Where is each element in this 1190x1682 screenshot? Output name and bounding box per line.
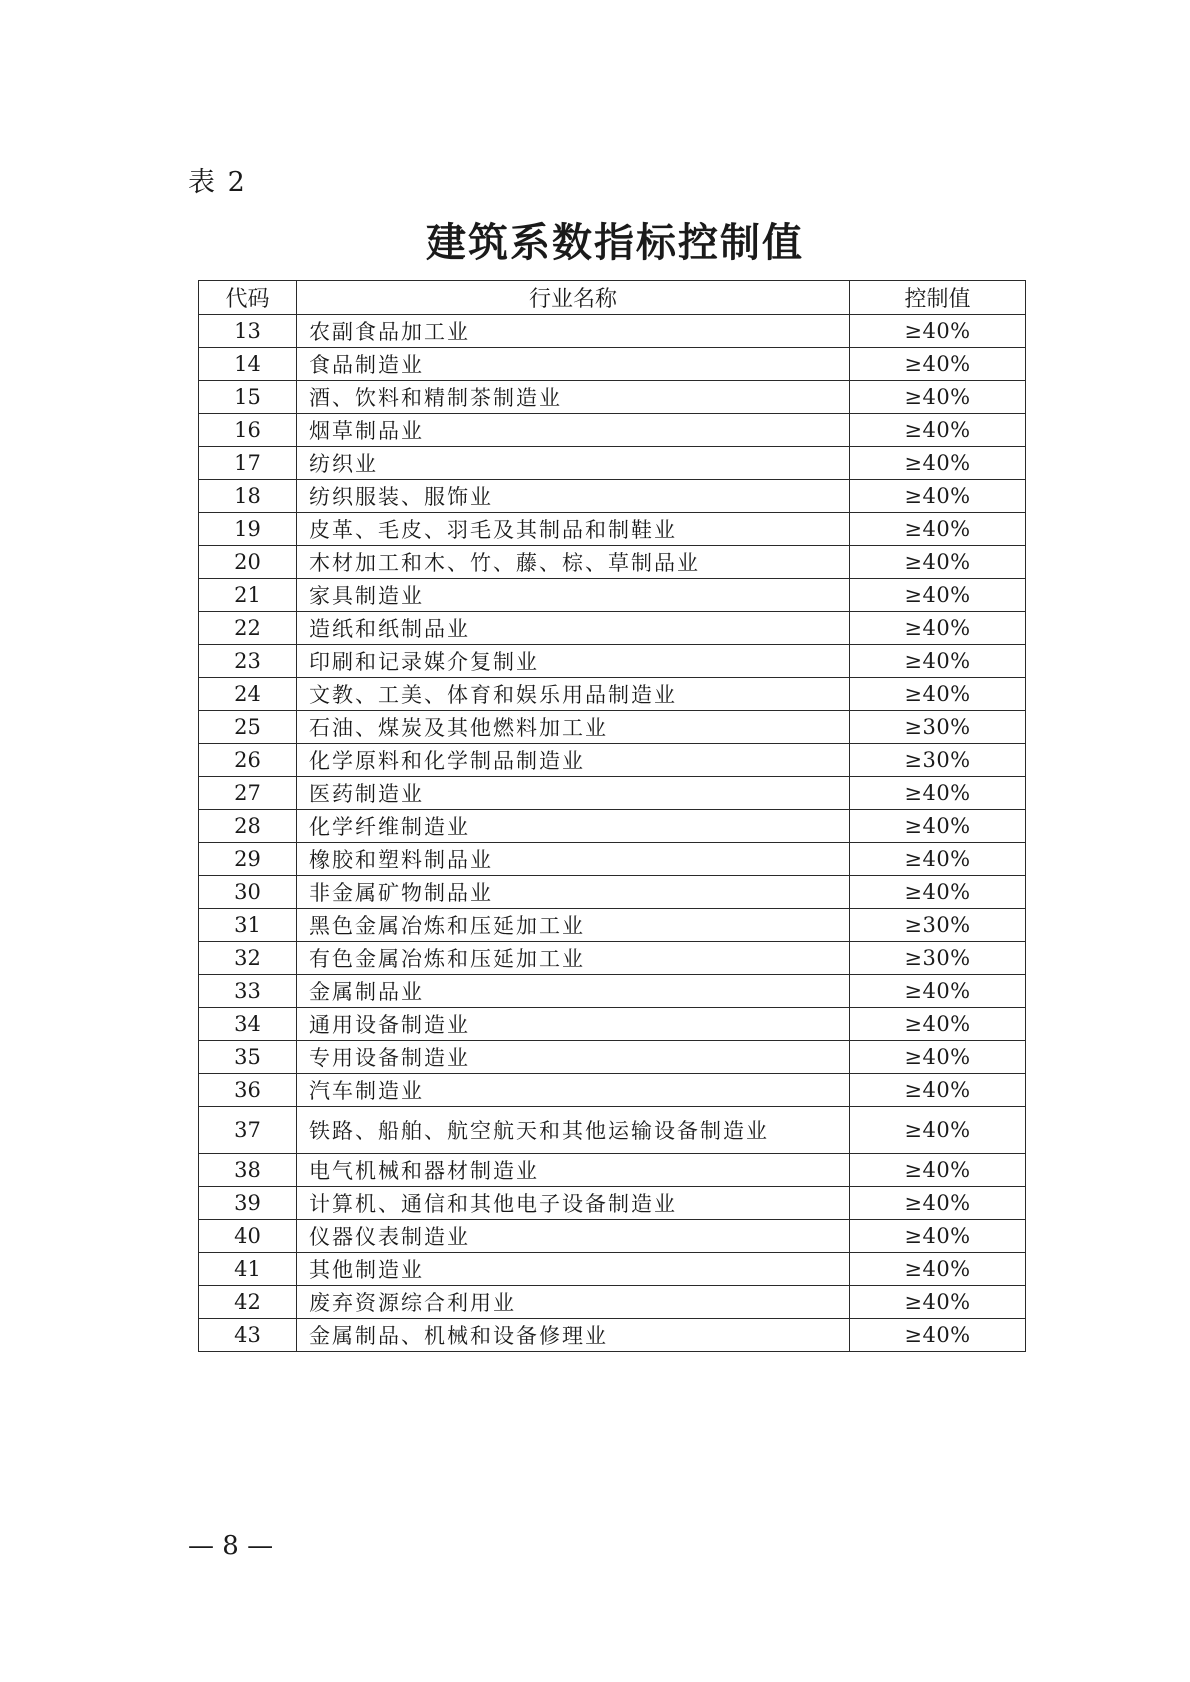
table-row: [199, 777, 1026, 810]
table-row: [199, 678, 1026, 711]
industry-code-cell: 26: [199, 744, 297, 777]
industry-name-cell: 电气机械和器材制造业: [297, 1154, 850, 1187]
industry-code-cell: 21: [199, 579, 297, 612]
industry-name-cell: 专用设备制造业: [297, 1041, 850, 1074]
industry-name-cell: 黑色金属冶炼和压延加工业: [297, 909, 850, 942]
control-value-cell: ≥40%: [850, 1319, 1026, 1352]
control-value-cell: ≥40%: [850, 381, 1026, 414]
control-value-cell: ≥40%: [850, 480, 1026, 513]
control-value-cell: ≥40%: [850, 1107, 1026, 1154]
control-value-cell: ≥40%: [850, 645, 1026, 678]
industry-name-cell: 有色金属冶炼和压延加工业: [297, 942, 850, 975]
industry-code-cell: 28: [199, 810, 297, 843]
industry-code-cell: 18: [199, 480, 297, 513]
industry-name-cell: 纺织业: [297, 447, 850, 480]
control-value-cell: ≥40%: [850, 579, 1026, 612]
control-value-cell: ≥40%: [850, 1041, 1026, 1074]
industry-code-cell: 39: [199, 1187, 297, 1220]
industry-name-cell: 烟草制品业: [297, 414, 850, 447]
control-value-cell: ≥40%: [850, 1220, 1026, 1253]
industry-code-cell: 37: [199, 1107, 297, 1154]
table-row: [199, 909, 1026, 942]
industry-name-cell: 其他制造业: [297, 1253, 850, 1286]
industry-code-cell: 30: [199, 876, 297, 909]
table-row: [199, 843, 1026, 876]
industry-code-cell: 15: [199, 381, 297, 414]
page-number: — 8 —: [188, 1531, 274, 1561]
industry-code-cell: 43: [199, 1319, 297, 1352]
industry-name-cell: 废弃资源综合利用业: [297, 1286, 850, 1319]
industry-name-cell: 石油、煤炭及其他燃料加工业: [297, 711, 850, 744]
control-value-cell: ≥40%: [850, 975, 1026, 1008]
table-body: [199, 315, 1026, 1352]
industry-code-cell: 27: [199, 777, 297, 810]
industry-name-cell: 仪器仪表制造业: [297, 1220, 850, 1253]
control-value-cell: ≥40%: [850, 1187, 1026, 1220]
industry-code-cell: 13: [199, 315, 297, 348]
industry-code-cell: 16: [199, 414, 297, 447]
industry-name-cell: 印刷和记录媒介复制业: [297, 645, 850, 678]
table-row: [199, 1253, 1026, 1286]
industry-code-cell: 19: [199, 513, 297, 546]
control-value-cell: ≥40%: [850, 678, 1026, 711]
header-code: 代码: [199, 281, 297, 315]
industry-code-cell: 24: [199, 678, 297, 711]
industry-name-cell: 通用设备制造业: [297, 1008, 850, 1041]
industry-name-cell: 金属制品、机械和设备修理业: [297, 1319, 850, 1352]
control-value-cell: ≥30%: [850, 744, 1026, 777]
industry-name-cell: 皮革、毛皮、羽毛及其制品和制鞋业: [297, 513, 850, 546]
table-row: [199, 414, 1026, 447]
table-label: 表 2: [188, 167, 247, 198]
industry-code-cell: 32: [199, 942, 297, 975]
control-value-cell: ≥40%: [850, 1286, 1026, 1319]
industry-name-cell: 食品制造业: [297, 348, 850, 381]
control-value-cell: ≥40%: [850, 513, 1026, 546]
industry-code-cell: 38: [199, 1154, 297, 1187]
control-value-cell: ≥40%: [850, 876, 1026, 909]
table-row: [199, 315, 1026, 348]
industry-code-cell: 25: [199, 711, 297, 744]
industry-name-cell: 酒、饮料和精制茶制造业: [297, 381, 850, 414]
control-value-cell: ≥40%: [850, 1074, 1026, 1107]
table-row: [199, 1107, 1026, 1154]
industry-code-cell: 34: [199, 1008, 297, 1041]
industry-code-cell: 42: [199, 1286, 297, 1319]
table-row: [199, 1220, 1026, 1253]
control-value-cell: ≥40%: [850, 1154, 1026, 1187]
table-row: [199, 1187, 1026, 1220]
control-value-cell: ≥30%: [850, 909, 1026, 942]
industry-code-cell: 23: [199, 645, 297, 678]
industry-name-cell: 造纸和纸制品业: [297, 612, 850, 645]
control-value-cell: ≥40%: [850, 315, 1026, 348]
industry-code-cell: 41: [199, 1253, 297, 1286]
document-title: 建筑系数指标控制值: [426, 219, 804, 266]
table-header-row: [199, 281, 1026, 315]
industry-code-cell: 29: [199, 843, 297, 876]
industry-name-cell: 计算机、通信和其他电子设备制造业: [297, 1187, 850, 1220]
control-value-cell: ≥40%: [850, 810, 1026, 843]
table-row: [199, 1041, 1026, 1074]
industry-name-cell: 医药制造业: [297, 777, 850, 810]
industry-name-cell: 家具制造业: [297, 579, 850, 612]
table-row: [199, 975, 1026, 1008]
industry-code-cell: 14: [199, 348, 297, 381]
control-value-cell: ≥40%: [850, 777, 1026, 810]
industry-code-cell: 31: [199, 909, 297, 942]
industry-code-cell: 40: [199, 1220, 297, 1253]
table-row: [199, 810, 1026, 843]
table-row: [199, 1074, 1026, 1107]
industry-name-cell: 木材加工和木、竹、藤、棕、草制品业: [297, 546, 850, 579]
control-value-cell: ≥40%: [850, 1008, 1026, 1041]
table-row: [199, 480, 1026, 513]
industry-code-cell: 33: [199, 975, 297, 1008]
control-value-cell: ≥30%: [850, 711, 1026, 744]
industry-name-cell: 金属制品业: [297, 975, 850, 1008]
industry-name-cell: 橡胶和塑料制品业: [297, 843, 850, 876]
table-row: [199, 1008, 1026, 1041]
control-value-table: [198, 280, 1026, 1352]
industry-name-cell: 化学纤维制造业: [297, 810, 850, 843]
table-row: [199, 1286, 1026, 1319]
table-row: [199, 579, 1026, 612]
control-value-cell: ≥40%: [850, 843, 1026, 876]
industry-name-cell: 化学原料和化学制品制造业: [297, 744, 850, 777]
industry-name-cell: 汽车制造业: [297, 1074, 850, 1107]
table-row: [199, 942, 1026, 975]
control-value-cell: ≥30%: [850, 942, 1026, 975]
industry-name-cell: 非金属矿物制品业: [297, 876, 850, 909]
industry-code-cell: 20: [199, 546, 297, 579]
control-value-cell: ≥40%: [850, 612, 1026, 645]
table-row: [199, 711, 1026, 744]
table-row: [199, 876, 1026, 909]
industry-code-cell: 22: [199, 612, 297, 645]
table-row: [199, 447, 1026, 480]
industry-name-cell: 文教、工美、体育和娱乐用品制造业: [297, 678, 850, 711]
industry-code-cell: 36: [199, 1074, 297, 1107]
control-value-cell: ≥40%: [850, 1253, 1026, 1286]
header-control-value: 控制值: [850, 281, 1026, 315]
control-value-cell: ≥40%: [850, 414, 1026, 447]
table-row: [199, 381, 1026, 414]
table-row: [199, 546, 1026, 579]
industry-name-cell: 农副食品加工业: [297, 315, 850, 348]
table-row: [199, 513, 1026, 546]
industry-code-cell: 17: [199, 447, 297, 480]
control-value-cell: ≥40%: [850, 546, 1026, 579]
header-industry-name: 行业名称: [297, 281, 850, 315]
table-row: [199, 1154, 1026, 1187]
table-row: [199, 744, 1026, 777]
control-value-cell: ≥40%: [850, 348, 1026, 381]
table-row: [199, 348, 1026, 381]
industry-code-cell: 35: [199, 1041, 297, 1074]
industry-name-cell: 铁路、船舶、航空航天和其他运输设备制造业: [297, 1107, 850, 1154]
table-row: [199, 1319, 1026, 1352]
table-row: [199, 645, 1026, 678]
table-row: [199, 612, 1026, 645]
control-value-cell: ≥40%: [850, 447, 1026, 480]
industry-name-cell: 纺织服装、服饰业: [297, 480, 850, 513]
